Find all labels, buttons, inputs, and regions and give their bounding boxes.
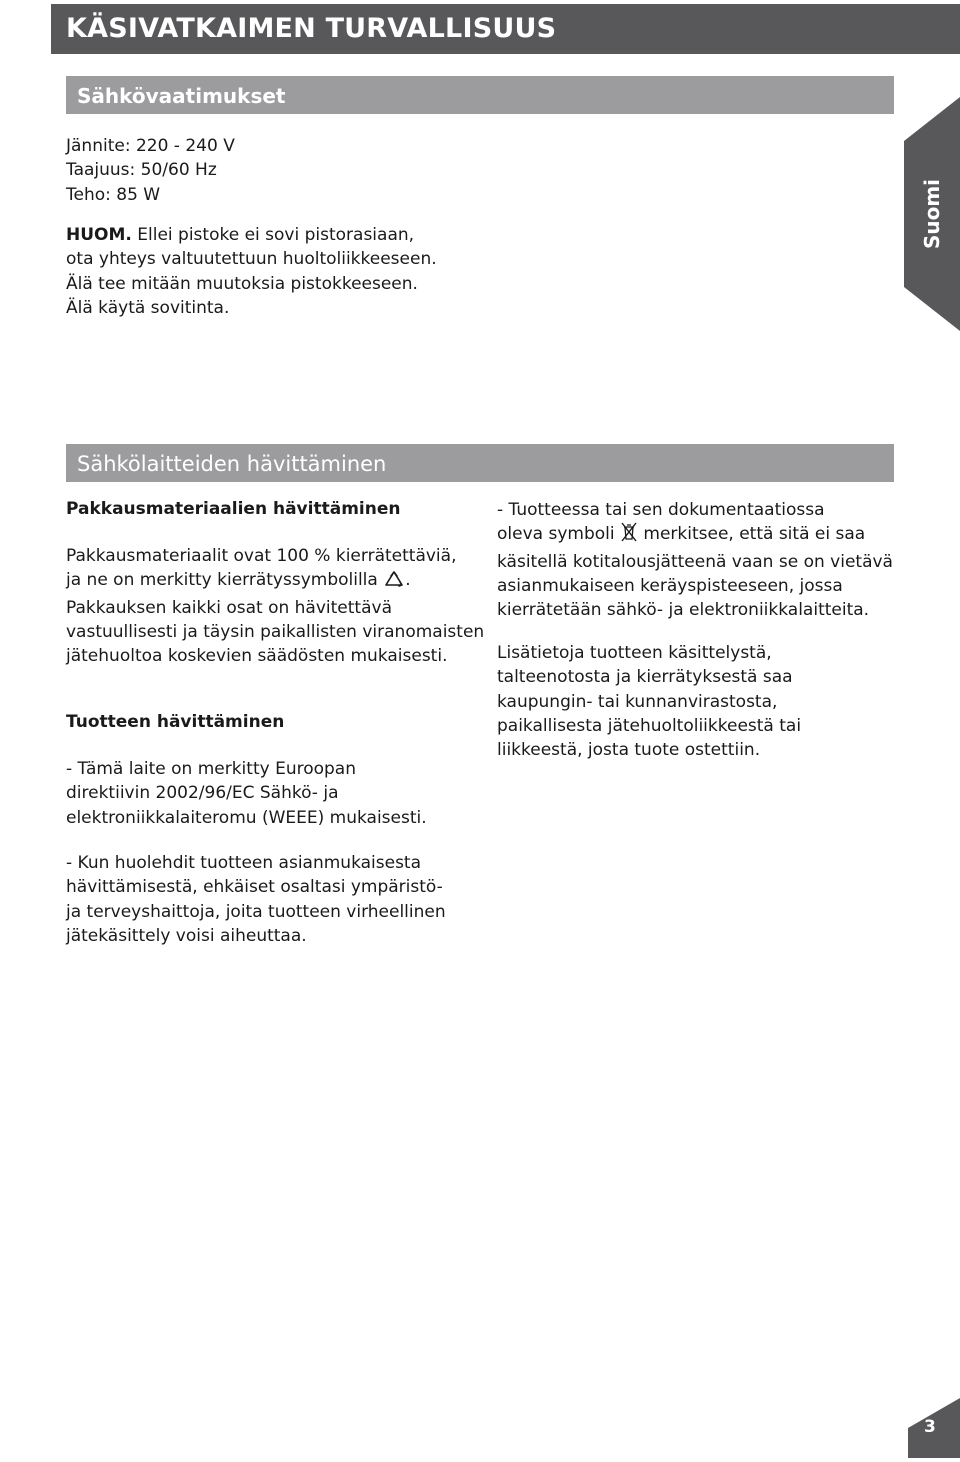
weee-line-2-end: merkitsee, että sitä ei saa [637, 524, 866, 545]
electrical-note [66, 223, 437, 320]
packaging-line-2-end: . [405, 570, 411, 591]
spec-power: Teho: 85 W [66, 184, 161, 205]
section-title-electrical: Sähkövaatimukset [77, 84, 286, 108]
note-line-2: ota yhteys valtuutettuun huoltoliikkeeseen. [66, 249, 437, 270]
packaging-paragraph [66, 544, 484, 668]
packaging-line-2 [66, 568, 484, 595]
page-title: KÄSIVATKAIMEN TURVALLISUUS [66, 13, 557, 44]
product-p2-line-2: hävittämisestä, ehkäiset osaltasi ympäristö- [66, 877, 443, 898]
page-number-tab [908, 1398, 960, 1458]
packaging-line-2-text: ja ne on merkitty kierrätyssymbolilla [66, 570, 384, 591]
electrical-specs [66, 134, 235, 207]
packaging-line-5: jätehuoltoa koskevien säädösten mukaisesti. [66, 646, 448, 667]
info-line-1: Lisätietoja tuotteen käsittelystä, [497, 643, 772, 663]
product-p1-line-2: direktiivin 2002/96/EC Sähkö- ja [66, 783, 339, 804]
crossed-out-bin-icon [620, 522, 638, 549]
product-p1-line-3: elektroniikkalaiteromu (WEEE) mukaisesti. [66, 807, 427, 828]
product-p2-line-4: jätekäsittely voisi aiheuttaa. [66, 925, 307, 946]
section-header-disposal [66, 444, 894, 482]
weee-line-3: käsitellä kotitalousjätteenä vaan se on vietävä [497, 551, 893, 572]
product-p2-line-1: - Kun huolehdit tuotteen asianmukaisesta [66, 853, 422, 873]
spec-voltage: Jännite: 220 - 240 V [66, 136, 235, 156]
section-header-electrical [66, 76, 894, 114]
note-line-4: Älä käytä sovitinta. [66, 297, 230, 318]
note-line-1 [66, 223, 437, 247]
product-p1-line-1: - Tämä laite on merkitty Euroopan [66, 759, 356, 779]
product-paragraph-2 [66, 851, 446, 948]
weee-paragraph [497, 498, 893, 622]
packaging-line-3: Pakkauksen kaikki osat on hävitettävä [66, 597, 392, 618]
weee-line-5: kierrätetään sähkö- ja elektroniikkalaitteita. [497, 600, 870, 621]
section-title-disposal: Sähkölaitteiden hävittäminen [77, 452, 387, 476]
info-line-3: kaupungin- tai kunnanvirastosta, [497, 691, 778, 712]
info-line-2: talteenotosta ja kierrätyksestä saa [497, 667, 793, 688]
packaging-line-1: Pakkausmateriaalit ovat 100 % kierrätettäviä, [66, 546, 457, 566]
weee-line-1: - Tuotteessa tai sen dokumentaatiossa [497, 500, 825, 520]
packaging-line-4: vastuullisesti ja täysin paikallisten viranomaisten [66, 621, 485, 642]
info-line-4: paikallisesta jätehuoltoliikkeestä tai [497, 715, 802, 736]
product-paragraph-1 [66, 757, 427, 830]
language-tab-label: Suomi [920, 178, 944, 250]
info-line-5: liikkeestä, josta tuote ostettiin. [497, 740, 761, 761]
spec-frequency: Taajuus: 50/60 Hz [66, 160, 217, 181]
page-number: 3 [924, 1417, 936, 1437]
language-tab [904, 97, 960, 331]
title-bar [51, 4, 960, 54]
weee-line-2-text: oleva symboli [497, 524, 620, 545]
packaging-disposal-title: Pakkausmateriaalien hävittäminen [66, 499, 401, 519]
product-p2-line-3: ja terveyshaittoja, joita tuotteen virheellinen [66, 901, 446, 922]
note-line-3: Älä tee mitään muutoksia pistokkeeseen. [66, 273, 418, 294]
weee-line-2 [497, 522, 893, 549]
note-text-1: Ellei pistoke ei sovi pistorasiaan, [131, 225, 415, 245]
product-disposal-title: Tuotteen hävittäminen [66, 712, 285, 732]
weee-line-4: asianmukaiseen keräyspisteeseen, jossa [497, 575, 843, 596]
more-info-paragraph [497, 641, 801, 762]
recycle-icon [383, 570, 405, 595]
note-label: HUOM. [66, 225, 132, 245]
